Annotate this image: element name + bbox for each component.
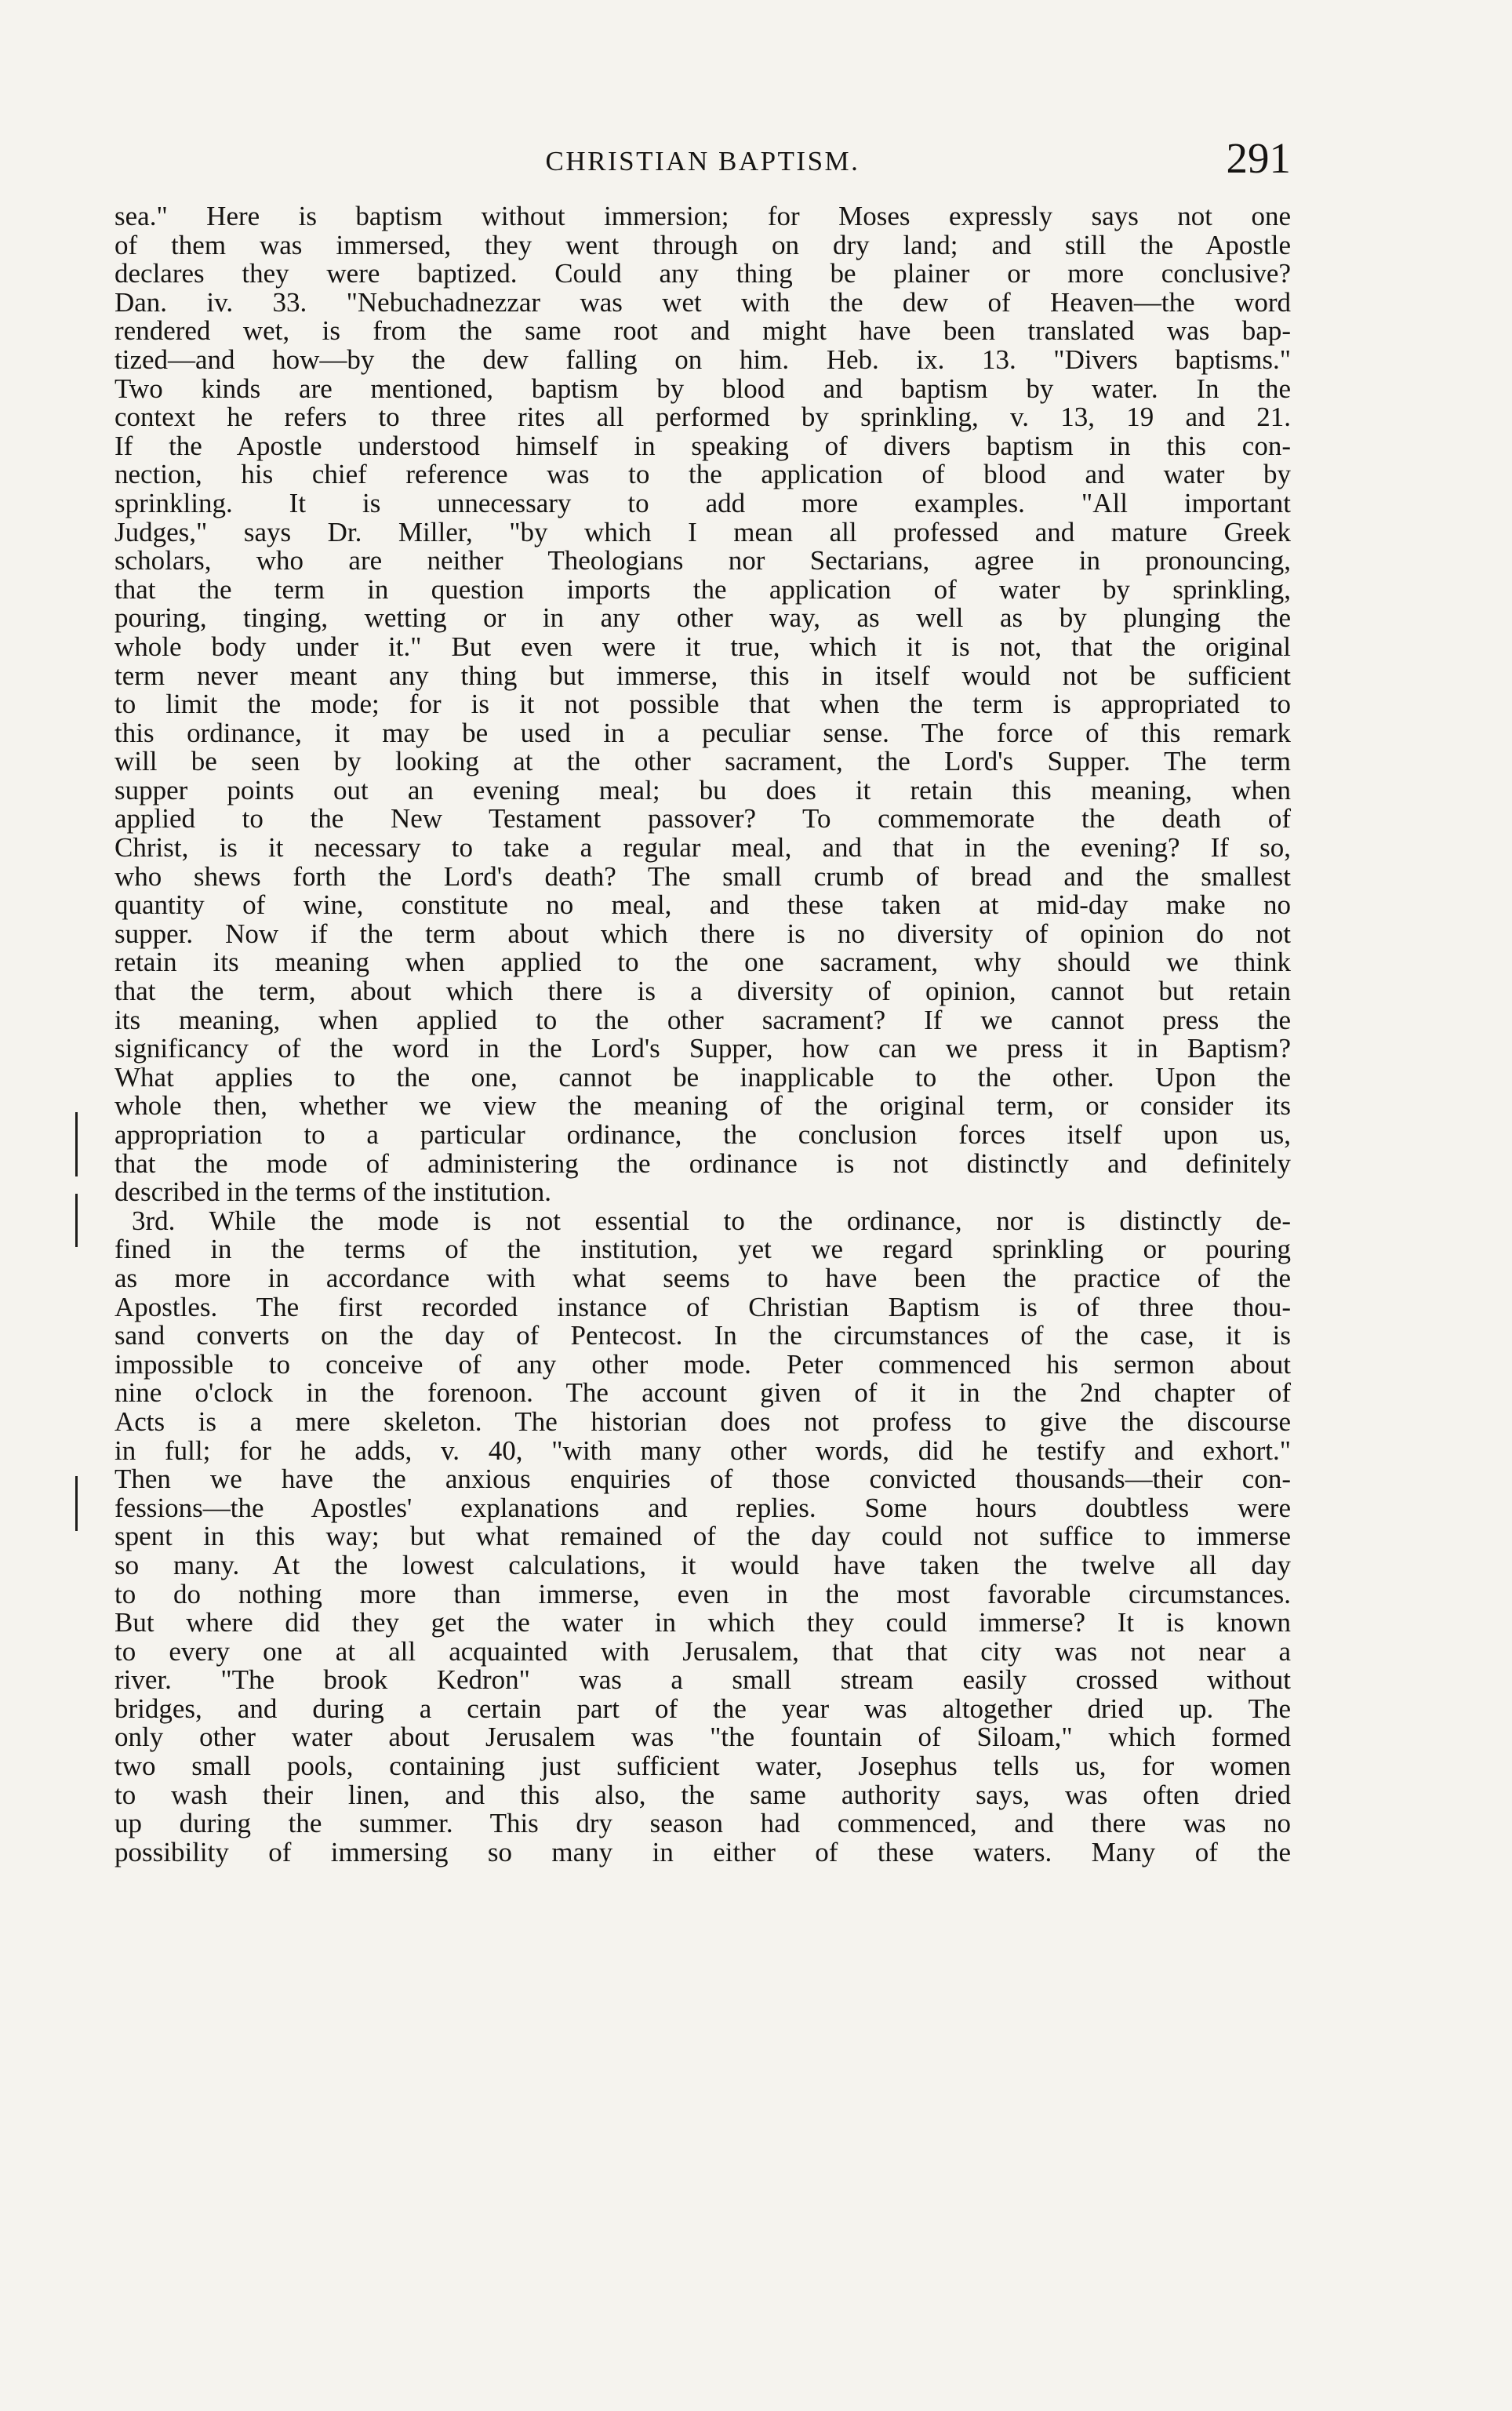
text-line: fined in the terms of the institution, yet we regard sprinkling or pouring: [114, 1234, 1291, 1265]
text-line: Dan. iv. 33. "Nebuchadnezzar was wet with the dew of Heaven—the word: [114, 286, 1291, 318]
text-line: scholars, who are neither Theologians nor Sectarians, agree in pronouncing,: [114, 545, 1291, 576]
page-number: 291: [1226, 134, 1291, 182]
text-line: whole body under it." But even were it true, which it is not, that the original: [114, 631, 1291, 662]
text-line: bridges, and during a certain part of the year was altogether dried up. The: [114, 1693, 1291, 1724]
text-line: its meaning, when applied to the other sacrament? If we cannot press the: [114, 1004, 1291, 1035]
text-line: to every one at all acquainted with Jerusalem, that that city was not near a: [114, 1635, 1291, 1667]
running-title: CHRISTIAN BAPTISM.: [545, 146, 860, 176]
text-line: supper. Now if the term about which there is no diversity of opinion do not: [114, 918, 1291, 949]
text-line: term never meant any thing but immerse, this in itself would not be sufficient: [114, 660, 1291, 691]
text-line: context he refers to three rites all performed by sprinkling, v. 13, 19 and 21.: [114, 402, 1291, 433]
book-page: [114, 133, 1291, 1867]
text-line: fessions—the Apostles' explanations and replies. Some hours doubtless were: [114, 1492, 1291, 1523]
text-line: who shews forth the Lord's death? The small crumb of bread and the smallest: [114, 860, 1291, 892]
text-line: will be seen by looking at the other sacrament, the Lord's Supper. The term: [114, 746, 1291, 777]
text-line: possibility of immersing so many in either of these waters. Many of the: [114, 1836, 1291, 1867]
text-line: whole then, whether we view the meaning of the original term, or consider its: [114, 1090, 1291, 1122]
text-line: declares they were baptized. Could any thing be plainer or more conclusive?: [114, 258, 1291, 289]
text-line: sea." Here is baptism without immersion; for Moses expressly says not one: [114, 201, 1291, 231]
text-line: as more in accordance with what seems to have been the practice of the: [114, 1262, 1291, 1293]
text-line: If the Apostle understood himself in speaking of divers baptism in this con-: [114, 430, 1291, 461]
running-head: [114, 133, 1291, 201]
text-line: sand converts on the day of Pentecost. In the circumstances of the case, it is: [114, 1320, 1291, 1351]
text-line: to wash their linen, and this also, the same authority says, was often dried: [114, 1779, 1291, 1810]
text-line: Christ, is it necessary to take a regular meal, and that in the evening? If so,: [114, 832, 1291, 864]
text-line: described in the terms of the institution.: [114, 1176, 551, 1208]
text-line: spent in this way; but what remained of the day could not suffice to immerse: [114, 1521, 1291, 1552]
text-line: that the term in question imports the application of water by sprinkling,: [114, 573, 1291, 605]
margin-mark: [75, 1476, 78, 1531]
text-line: significancy of the word in the Lord's Supper, how can we press it in Baptism?: [114, 1033, 1291, 1064]
text-line: river. "The brook Kedron" was a small stream easily crossed without: [114, 1664, 1291, 1696]
text-line: that the term, about which there is a diversity of opinion, cannot but retain: [114, 976, 1291, 1007]
text-line: quantity of wine, constitute no meal, and these taken at mid-day make no: [114, 889, 1291, 921]
text-line: this ordinance, it may be used in a peculiar sense. The force of this remark: [114, 717, 1291, 748]
text-line: applied to the New Testament passover? To commemorate the death of: [114, 803, 1291, 835]
text-line: two small pools, containing just sufficient water, Josephus tells us, for women: [114, 1751, 1291, 1782]
text-line: in full; for he adds, v. 40, "with many other words, did he testify and exhort.": [114, 1435, 1291, 1466]
text-line: Two kinds are mentioned, baptism by blood and baptism by water. In the: [114, 373, 1291, 404]
text-line: to do nothing more than immerse, even in the most favorable circumstances.: [114, 1578, 1291, 1609]
text-line: nection, his chief reference was to the application of blood and water by: [114, 459, 1291, 490]
margin-mark: [75, 1194, 78, 1247]
text-line: impossible to conceive of any other mode. Peter commenced his sermon about: [114, 1348, 1291, 1380]
text-line: Acts is a mere skeleton. The historian does not profess to give the discourse: [114, 1406, 1291, 1437]
text-line: rendered wet, is from the same root and might have been translated was bap-: [114, 315, 1291, 347]
text-line: What applies to the one, cannot be inapplicable to the other. Upon the: [114, 1061, 1291, 1093]
text-line: pouring, tinging, wetting or in any other way, as well as by plunging the: [114, 602, 1291, 634]
text-line: so many. At the lowest calculations, it would have taken the twelve all day: [114, 1549, 1291, 1580]
text-line: that the mode of administering the ordinance is not distinctly and definitely: [114, 1147, 1291, 1179]
text-line: supper points out an evening meal; bu does it retain this meaning, when: [114, 774, 1291, 805]
text-line: tized—and how—by the dew falling on him. Heb. ix. 13. "Divers baptisms.": [114, 344, 1291, 375]
text-line: to limit the mode; for is it not possible that when the term is appropriated to: [114, 689, 1291, 720]
text-line: But where did they get the water in which they could immerse? It is known: [114, 1607, 1291, 1638]
text-line: Apostles. The first recorded instance of Christian Baptism is of three thou-: [114, 1291, 1291, 1322]
body-text: [114, 202, 1291, 1867]
text-line: Then we have the anxious enquiries of those convicted thousands—their con-: [114, 1464, 1291, 1495]
text-line: of them was immersed, they went through on dry land; and still the Apostle: [114, 229, 1291, 260]
text-line: appropriation to a particular ordinance, the conclusion forces itself upon us,: [114, 1119, 1291, 1150]
text-line: Judges," says Dr. Miller, "by which I mean all professed and mature Greek: [114, 516, 1291, 547]
text-line: retain its meaning when applied to the one sacrament, why should we think: [114, 947, 1291, 978]
text-line: 3rd. While the mode is not essential to the ordinance, nor is distinctly de-: [132, 1205, 1291, 1236]
text-line: sprinkling. It is unnecessary to add more examples. "All important: [114, 487, 1291, 518]
text-line: nine o'clock in the forenoon. The account given of it in the 2nd chapter of: [114, 1377, 1291, 1409]
margin-mark: [75, 1112, 78, 1176]
text-line: only other water about Jerusalem was "the fountain of Siloam," which formed: [114, 1722, 1291, 1753]
text-line: up during the summer. This dry season had commenced, and there was no: [114, 1808, 1291, 1839]
